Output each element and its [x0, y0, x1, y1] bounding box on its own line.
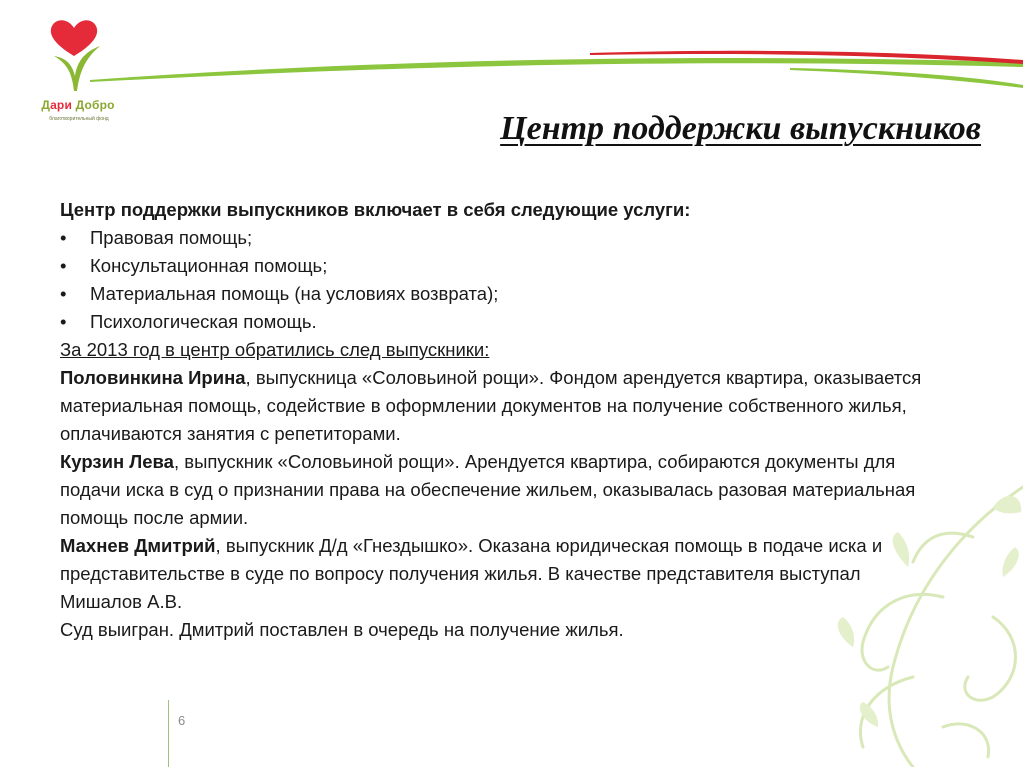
floral-ornament [793, 467, 1023, 767]
page-title: Центр поддержки выпускников [500, 110, 981, 147]
case-name: Махнев Дмитрий [60, 535, 216, 556]
list-item: • Консультационная помощь; [60, 252, 940, 280]
case-name: Половинкина Ирина [60, 367, 246, 388]
case-paragraph: Махнев Дмитрий, выпускник Д/д «Гнездышко». Оказана юридическая помощь в подаче иска и представительстве в суде по вопросу получения жилья. В качестве представителя выступал Мишалов А.В. [60, 535, 883, 612]
footer-divider [168, 700, 169, 767]
list-item: • Правовая помощь; [60, 224, 940, 252]
logo-subtitle: благотворительный фонд [49, 116, 109, 122]
services-list [60, 224, 940, 336]
case-paragraph: Половинкина Ирина, выпускница «Соловьиной рощи». Фондом арендуется квартира, оказывается материальная помощь, содействие в оформлении документов на получение собственного жилья, оплачиваются занятия с репетиторами. [60, 367, 922, 444]
case-paragraph: Курзин Лева, выпускник «Соловьиной рощи». Арендуется квартира, собираются документы для подачи иска в суд о признании права на обеспечение жильем, оказывалась разовая материальная помощь после армии. [60, 451, 916, 528]
page-number: 6 [178, 713, 186, 728]
bullet: • [60, 227, 67, 248]
bullet: • [60, 255, 67, 276]
list-item: • Психологическая помощь. [60, 308, 940, 336]
header-swoosh [90, 40, 1023, 100]
bullet: • [60, 311, 67, 332]
logo-name: Дари Добро [41, 98, 115, 112]
services-intro: Центр поддержки выпускников включает в себя следующие услуги: [60, 199, 691, 220]
year-heading: За 2013 год в центр обратились след выпускники: [60, 339, 490, 360]
list-item: • Материальная помощь (на условиях возврата); [60, 280, 940, 308]
case-name: Курзин Лева [60, 451, 174, 472]
bullet: • [60, 283, 67, 304]
conclusion: Суд выигран. Дмитрий поставлен в очередь на получение жилья. [60, 619, 624, 640]
